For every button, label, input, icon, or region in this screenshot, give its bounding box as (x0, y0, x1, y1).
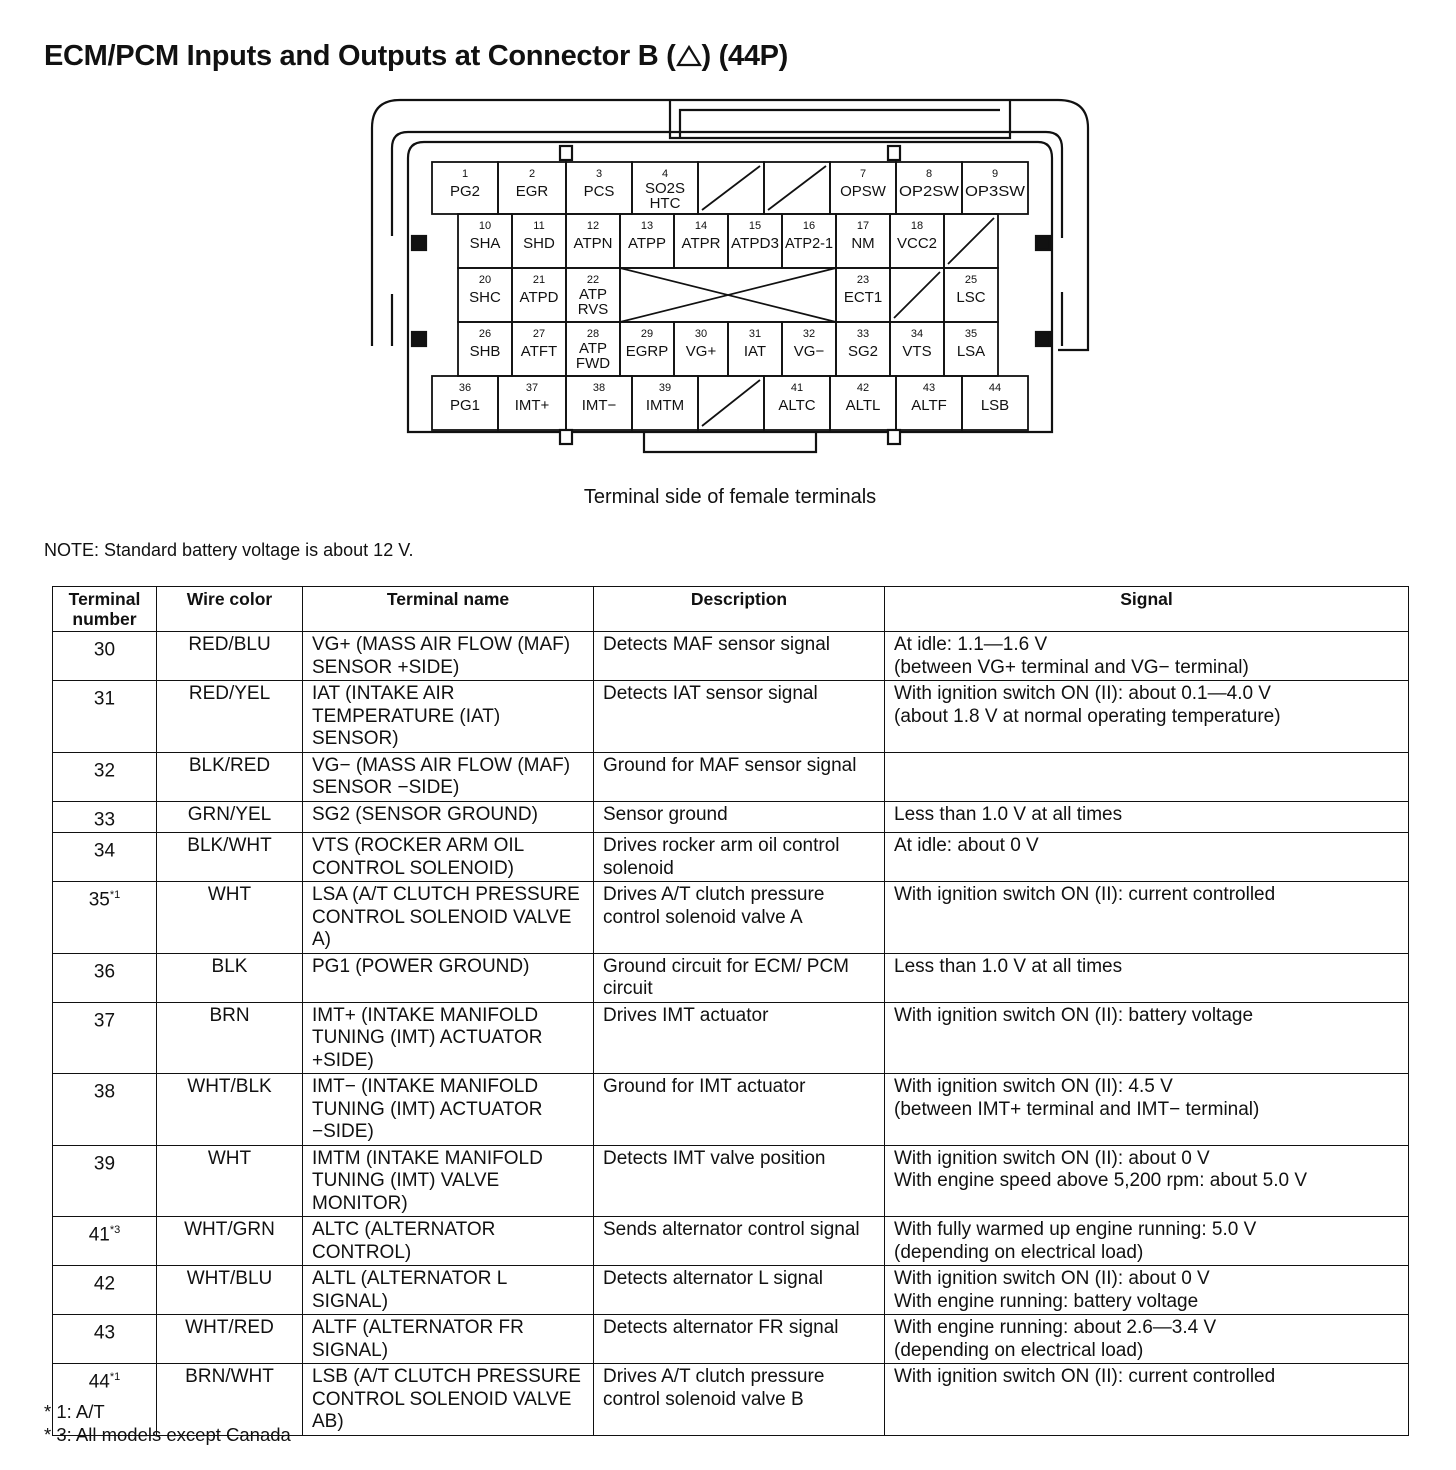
pin-42 (846, 382, 881, 414)
title-prefix: ECM/PCM Inputs and Outputs at Connector B ( (44, 40, 676, 72)
pin-label: SHA (469, 235, 501, 252)
terminal-number: 31 (93, 688, 116, 710)
terminal-number: 42 (93, 1273, 116, 1295)
wire-color: WHT (157, 1145, 303, 1217)
signal: At idle: 1.1—1.6 V (894, 634, 1048, 655)
pin-label: VG− (793, 343, 825, 360)
wire-color: WHT (157, 882, 303, 954)
pin-label: IAT (743, 343, 767, 360)
pin-label: ATPD (519, 289, 559, 306)
table-row (53, 1002, 1409, 1074)
pin-number: 32 (802, 328, 816, 340)
pin-43 (911, 382, 947, 414)
terminal-number-cell (53, 1145, 157, 1217)
pin-label: VG+ (685, 343, 717, 360)
pin-27 (521, 328, 557, 360)
connector-caption: Terminal side of female terminals (583, 486, 877, 508)
signal-cell (885, 1217, 1409, 1266)
pin-number: 22 (586, 274, 600, 286)
pin-29 (626, 328, 669, 360)
pin-label: LSA (956, 343, 986, 360)
table-row (53, 833, 1409, 882)
terminal-name: VG− (MASS AIR FLOW (MAF) SENSOR −SIDE) (303, 752, 594, 801)
wire-color: BLK/RED (157, 752, 303, 801)
pin-14 (682, 220, 721, 252)
pin-number: 27 (532, 328, 546, 340)
table-row (53, 801, 1409, 833)
signal: With ignition switch ON (II): current controlled (894, 1366, 1276, 1388)
pin-15 (731, 220, 779, 252)
pin-number: 38 (592, 382, 606, 394)
signal-cell (885, 681, 1409, 753)
description: Ground circuit for ECM/ PCM circuit (594, 953, 885, 1002)
pin-number: 28 (586, 328, 600, 340)
signal: With ignition switch ON (II): 4.5 V (894, 1076, 1173, 1098)
pin-number: 16 (802, 220, 816, 232)
pin-18 (897, 220, 937, 252)
terminal-name: VTS (ROCKER ARM OIL CONTROL SOLENOID) (303, 833, 594, 882)
pin-grid (432, 162, 1028, 430)
pin-number: 11 (533, 220, 545, 232)
signal-cell (885, 1002, 1409, 1074)
terminal-number-cell (53, 833, 157, 882)
pin-number: 8 (925, 168, 933, 180)
pin-label: IMT+ (514, 397, 550, 414)
signal: With ignition switch ON (II): about 0 V (894, 1147, 1210, 1169)
pin-number: 21 (532, 274, 546, 286)
pin-label: ATPD3 (731, 235, 779, 252)
terminal-number-cell (53, 1217, 157, 1266)
pin-number: 17 (856, 220, 870, 232)
pin-label: ATFT (520, 343, 558, 360)
pin-label: SHB (469, 343, 501, 360)
terminal-number: 35 (88, 889, 110, 911)
header-description: Description (594, 587, 885, 632)
pin-33 (848, 328, 878, 360)
pin-label: ATPN (573, 235, 613, 252)
pin-number: 33 (856, 328, 870, 340)
signal-cell (885, 1145, 1409, 1217)
pin-37 (515, 382, 550, 414)
wire-color: BRN/WHT (157, 1364, 303, 1436)
description: Drives rocker arm oil control solenoid (594, 833, 885, 882)
terminal-number-cell (53, 1074, 157, 1146)
description: Detects alternator L signal (594, 1266, 885, 1315)
terminal-name: ALTF (ALTERNATOR FR SIGNAL) (303, 1315, 594, 1364)
battery-note: NOTE: Standard battery voltage is about 12 V. (44, 540, 414, 560)
terminal-number: 32 (93, 759, 116, 781)
wire-color: RED/BLU (157, 632, 303, 681)
table-row (53, 882, 1409, 954)
terminal-name: PG1 (POWER GROUND) (303, 953, 594, 1002)
pin-label: IMTM (645, 397, 685, 414)
pin-31 (744, 328, 766, 360)
pin-label: ATP (578, 340, 608, 357)
pin-label: OP2SW (899, 183, 960, 200)
table-row (53, 632, 1409, 681)
description: Sends alternator control signal (594, 1217, 885, 1266)
terminal-number-cell (53, 882, 157, 954)
pin-7 (840, 168, 887, 200)
pin-9 (965, 168, 1026, 200)
footnote-marker: *1 (109, 1371, 121, 1384)
pin-number: 31 (748, 328, 762, 340)
terminal-number: 39 (93, 1153, 116, 1175)
pin-8 (899, 168, 960, 200)
signal-cell (885, 752, 1409, 801)
table-row (53, 681, 1409, 753)
pin-28 (576, 328, 610, 372)
pin-2 (516, 168, 549, 200)
table-header-row (53, 587, 1409, 632)
header-terminal-number: Terminal number (53, 587, 157, 632)
terminal-name: IMT− (INTAKE MANIFOLD TUNING (IMT) ACTUATOR −SIDE) (303, 1074, 594, 1146)
pin-label: ATPP (627, 235, 667, 252)
terminal-number: 30 (93, 639, 116, 661)
pin-label: EGRP (625, 343, 669, 360)
pin-label: PCS (583, 183, 615, 200)
terminal-number: 44 (88, 1371, 110, 1393)
description: Drives A/T clutch pressure control solenoid valve B (594, 1364, 885, 1436)
pin-number: 25 (964, 274, 978, 286)
pin-20 (469, 274, 501, 306)
signal-cell (885, 1315, 1409, 1364)
terminal-number: 41 (88, 1224, 110, 1246)
wire-color: RED/YEL (157, 681, 303, 753)
terminal-number: 43 (93, 1322, 116, 1344)
terminal-number-cell (53, 632, 157, 681)
pin-11 (523, 220, 555, 252)
terminal-number-cell (53, 681, 157, 753)
pin-label: VTS (902, 343, 932, 360)
pin-number: 23 (856, 274, 870, 286)
signal-cell (885, 833, 1409, 882)
pin-16 (785, 220, 833, 252)
signal-detail: (depending on electrical load) (894, 1241, 1144, 1263)
pin-39 (646, 382, 684, 414)
pin-1 (450, 168, 480, 200)
pin-number: 4 (661, 168, 669, 180)
signal-cell (885, 1074, 1409, 1146)
pin-label: ATP (578, 286, 608, 303)
terminal-number-cell (53, 752, 157, 801)
description: Drives IMT actuator (594, 1002, 885, 1074)
signal: At idle: about 0 V (894, 835, 1039, 857)
pin-label: OPSW (840, 183, 886, 200)
signal: With ignition switch ON (II): battery voltage (894, 1004, 1254, 1026)
pin-number: 1 (461, 168, 469, 180)
pin-label: LSC (956, 289, 986, 306)
terminal-name: IMT+ (INTAKE MANIFOLD TUNING (IMT) ACTUATOR +SIDE) (303, 1002, 594, 1074)
wire-color: WHT/RED (157, 1315, 303, 1364)
signal-detail: With engine speed above 5,200 rpm: about 5.0 V (894, 1170, 1307, 1192)
terminal-number: 36 (93, 961, 116, 983)
pin-label: PG2 (449, 183, 481, 200)
table-row (53, 1145, 1409, 1217)
signal-cell (885, 1266, 1409, 1315)
pin-number: 41 (790, 382, 804, 394)
pin-number: 29 (640, 328, 654, 340)
pin-label: ATP2-1 (785, 235, 833, 252)
signal-detail: (between VG+ terminal and VG− terminal) (894, 656, 1249, 678)
pin-12 (574, 220, 613, 252)
pin-number: 7 (859, 168, 867, 180)
pin-number: 12 (586, 220, 600, 232)
pin-label: IMT− (581, 397, 617, 414)
terminal-name: SG2 (SENSOR GROUND) (303, 801, 594, 833)
wire-color: WHT/GRN (157, 1217, 303, 1266)
signal: Less than 1.0 V at all times (894, 955, 1123, 977)
wire-color: WHT/BLU (157, 1266, 303, 1315)
description: Sensor ground (594, 801, 885, 833)
signal-detail: (depending on electrical load) (894, 1339, 1144, 1361)
pin-36 (450, 382, 480, 414)
terminal-number-cell (53, 1002, 157, 1074)
pin-label: NM (851, 235, 875, 252)
title-suffix: ) (44P) (701, 40, 789, 72)
pin-label-line2: RVS (577, 301, 609, 318)
pin-38 (582, 382, 617, 414)
pin-number: 44 (988, 382, 1002, 394)
signal: With ignition switch ON (II): about 0 V (894, 1268, 1210, 1290)
terminal-number-cell (53, 1315, 157, 1364)
pin-number: 18 (910, 220, 924, 232)
pin-label: ALTF (911, 397, 947, 414)
pin-number: 36 (458, 382, 472, 394)
table-body (53, 632, 1409, 1436)
terminal-name: VG+ (MASS AIR FLOW (MAF) SENSOR +SIDE) (303, 632, 594, 681)
signal-cell (885, 801, 1409, 833)
pin-35 (957, 328, 985, 360)
pin-41 (778, 382, 815, 414)
terminal-number: 38 (93, 1081, 116, 1103)
pin-44 (981, 382, 1009, 414)
signal: Less than 1.0 V at all times (894, 803, 1123, 825)
pin-number: 10 (478, 220, 492, 232)
signal-detail: (about 1.8 V at normal operating temperature) (894, 705, 1281, 727)
terminal-name: IAT (INTAKE AIR TEMPERATURE (IAT) SENSOR) (303, 681, 594, 753)
signal-detail: (between IMT+ terminal and IMT− terminal) (894, 1098, 1260, 1120)
pin-number: 3 (595, 168, 603, 180)
footnote: * 3: All models except Canada (44, 1424, 291, 1445)
terminal-name: IMTM (INTAKE MANIFOLD TUNING (IMT) VALVE MONITOR) (303, 1145, 594, 1217)
pin-3 (584, 168, 615, 200)
pin-21 (520, 274, 559, 306)
table-row (53, 752, 1409, 801)
signal: With ignition switch ON (II): current controlled (894, 884, 1276, 906)
signal-cell (885, 632, 1409, 681)
pin-25 (956, 274, 985, 306)
wire-color: BRN (157, 1002, 303, 1074)
table-row (53, 1217, 1409, 1266)
description: Ground for IMT actuator (594, 1074, 885, 1146)
terminal-name: ALTL (ALTERNATOR L SIGNAL) (303, 1266, 594, 1315)
signal: With ignition switch ON (II): about 0.1—4.0 V (894, 683, 1271, 704)
pin-label: LSB (980, 397, 1010, 414)
header-terminal-name: Terminal name (303, 587, 594, 632)
signal-cell (885, 882, 1409, 954)
wire-color: BLK (157, 953, 303, 1002)
wire-color: GRN/YEL (157, 801, 303, 833)
pin-label-line2: FWD (575, 355, 611, 372)
terminal-name: LSB (A/T CLUTCH PRESSURE CONTROL SOLENOID VALVE AB) (303, 1364, 594, 1436)
terminal-number: 33 (93, 808, 116, 830)
pin-label: EGR (515, 183, 549, 200)
pin-label: SG2 (847, 343, 879, 360)
table-row (53, 1315, 1409, 1364)
pin-number: 14 (694, 220, 708, 232)
connector-diagram (0, 0, 1456, 470)
signal: With engine running: about 2.6—3.4 V (894, 1317, 1217, 1339)
pin-label: SHD (523, 235, 555, 252)
pin-22 (578, 274, 609, 318)
header-wire-color: Wire color (157, 587, 303, 632)
pin-label: PG1 (449, 397, 481, 414)
pin-23 (844, 274, 882, 306)
terminal-number: 37 (93, 1010, 116, 1032)
pin-label: ECT1 (843, 289, 883, 306)
description: Detects alternator FR signal (594, 1315, 885, 1364)
signal-cell (885, 953, 1409, 1002)
terminal-number-cell (53, 953, 157, 1002)
pin-number: 34 (910, 328, 924, 340)
terminal-number: 34 (93, 840, 116, 862)
pin-label: ALTC (778, 397, 816, 414)
pin-17 (851, 220, 874, 252)
pin-label: VCC2 (896, 235, 938, 252)
terminal-name: ALTC (ALTERNATOR CONTROL) (303, 1217, 594, 1266)
pin-number: 9 (991, 168, 999, 180)
description: Detects IMT valve position (594, 1145, 885, 1217)
pin-label: ALTL (845, 397, 881, 414)
pin-number: 35 (964, 328, 978, 340)
pin-label-line2: HTC (649, 195, 681, 212)
table-row (53, 1266, 1409, 1315)
pin-13 (628, 220, 666, 252)
footnote-marker: *1 (109, 889, 121, 902)
terminal-number-cell (53, 1266, 157, 1315)
signal: With fully warmed up engine running: 5.0 V (894, 1219, 1257, 1241)
pin-number: 37 (525, 382, 539, 394)
pin-number: 26 (478, 328, 492, 340)
pin-10 (470, 220, 501, 252)
terminal-name: LSA (A/T CLUTCH PRESSURE CONTROL SOLENOID VALVE A) (303, 882, 594, 954)
pin-4 (645, 168, 685, 212)
description: Ground for MAF sensor signal (594, 752, 885, 801)
pin-32 (794, 328, 825, 360)
pin-number: 15 (748, 220, 762, 232)
signal-cell (885, 1364, 1409, 1436)
description: Detects MAF sensor signal (594, 632, 885, 681)
table-row (53, 953, 1409, 1002)
pin-number: 39 (658, 382, 672, 394)
pin-label: SO2S (644, 180, 686, 197)
wire-color: BLK/WHT (157, 833, 303, 882)
pin-number: 30 (694, 328, 708, 340)
description: Detects IAT sensor signal (594, 681, 885, 753)
description: Drives A/T clutch pressure control solenoid valve A (594, 882, 885, 954)
footnotes (44, 1400, 291, 1446)
footnote: * 1: A/T (44, 1401, 105, 1422)
table-row (53, 1074, 1409, 1146)
pin-label: SHC (469, 289, 501, 306)
pin-26 (470, 328, 501, 360)
terminal-number-cell (53, 801, 157, 833)
pin-label: OP3SW (965, 183, 1026, 200)
signal-detail: With engine running: battery voltage (894, 1290, 1199, 1312)
pin-number: 13 (640, 220, 654, 232)
footnote-marker: *3 (109, 1224, 121, 1237)
pin-number: 2 (528, 168, 536, 180)
pin-label: ATPR (681, 235, 721, 252)
pin-34 (902, 328, 931, 360)
pin-number: 20 (478, 274, 492, 286)
wire-color: WHT/BLK (157, 1074, 303, 1146)
pin-30 (686, 328, 717, 360)
terminal-table (52, 586, 1409, 1436)
pin-number: 43 (922, 382, 936, 394)
pin-number: 42 (856, 382, 870, 394)
header-signal: Signal (885, 587, 1409, 632)
